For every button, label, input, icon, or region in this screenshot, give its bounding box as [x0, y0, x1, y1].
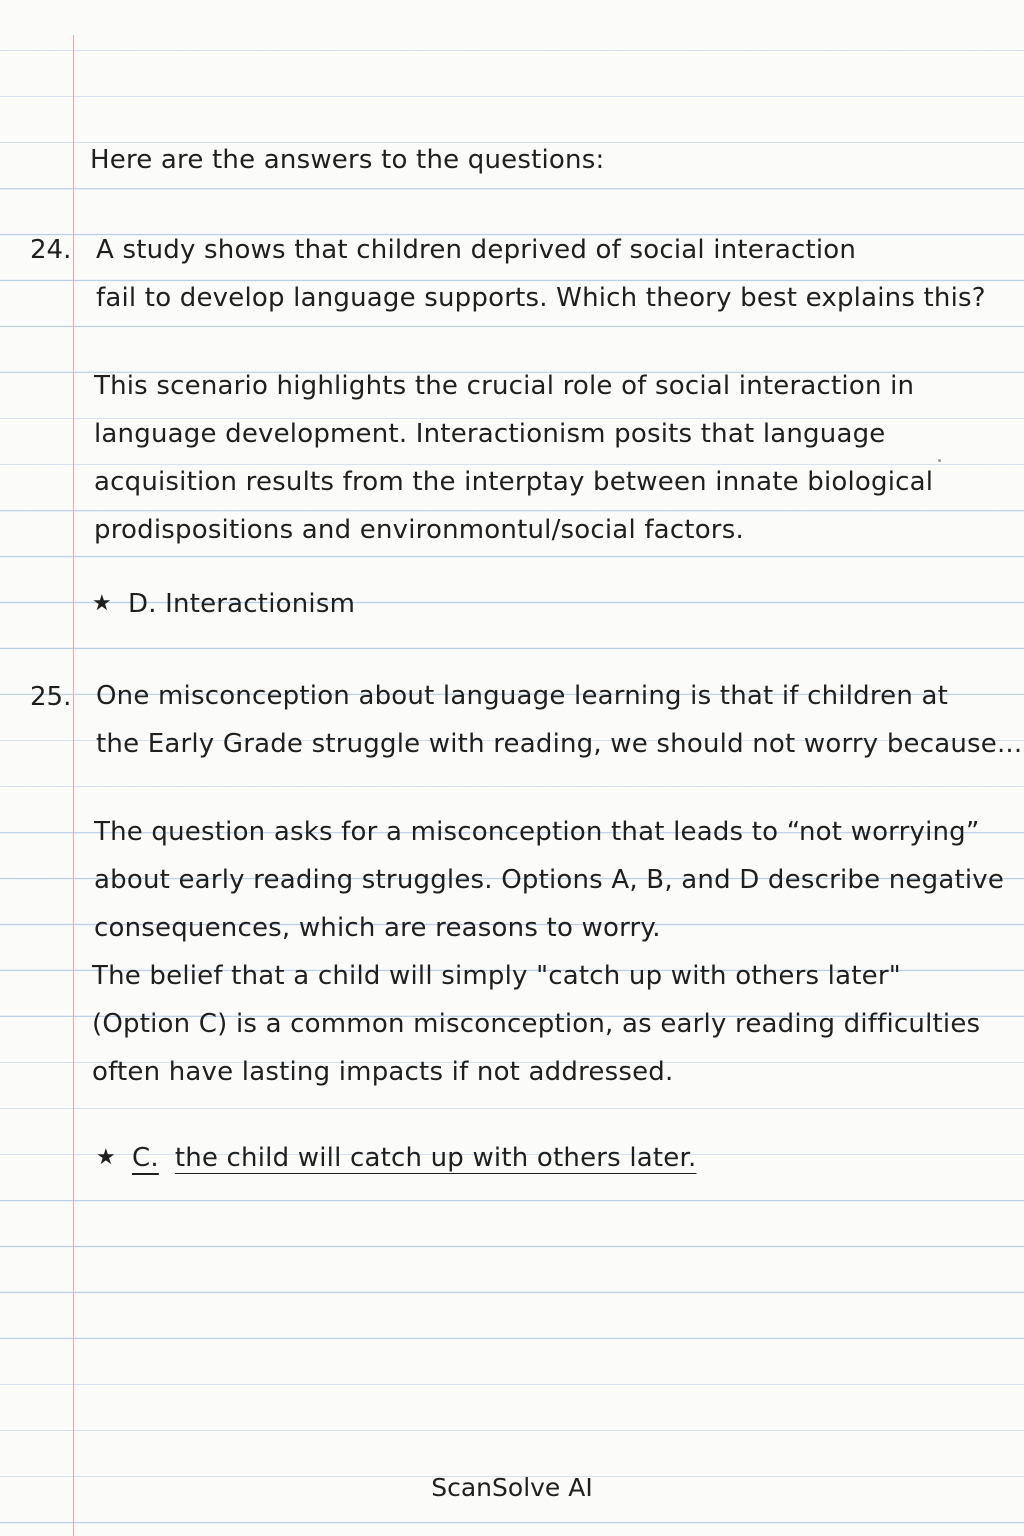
- explanation-24-line-2: language development. Interactionism posits that language: [94, 419, 886, 449]
- star-icon: ★: [96, 1145, 116, 1170]
- star-icon: ★: [92, 591, 112, 616]
- ink-speck: [938, 459, 941, 462]
- question-25: [96, 672, 1022, 768]
- answer-25: [96, 1134, 696, 1182]
- explanation-24-line-3: acquisition results from the interptay between innate biological: [94, 467, 934, 497]
- question-24-line-2: fail to develop language supports. Which theory best explains this?: [96, 283, 986, 313]
- question-25-line-2: the Early Grade struggle with reading, we should not worry because...: [96, 729, 1023, 759]
- explanation-24-line-1: This scenario highlights the crucial role of social interaction in: [94, 371, 915, 401]
- explanation-25-line-4: The belief that a child will simply "catch up with others later": [92, 961, 901, 991]
- explanation-25-continued: [92, 952, 980, 1096]
- intro-text: Here are the answers to the questions:: [90, 145, 605, 175]
- explanation-25-line-5: (Option C) is a common misconception, as early reading difficulties: [92, 1009, 981, 1039]
- question-24-line-1: A study shows that children deprived of social interaction: [96, 235, 857, 265]
- footer-brand: ScanSolve AI: [431, 1473, 593, 1502]
- explanation-25-line-2: about early reading struggles. Options A, B, and D describe negative: [94, 865, 1005, 895]
- margin-line: [73, 35, 74, 1536]
- explanation-25-line-3: consequences, which are reasons to worry.: [94, 913, 661, 943]
- question-25-line-1: One misconception about language learning is that if children at: [96, 681, 949, 711]
- answer-24-text: D. Interactionism: [128, 589, 356, 619]
- answer-25-text: the child will catch up with others later.: [174, 1143, 697, 1173]
- question-24: [96, 226, 986, 322]
- explanation-24: [94, 362, 933, 554]
- explanation-25-line-6: often have lasting impacts if not addressed.: [92, 1057, 674, 1087]
- question-number-25: 25.: [30, 682, 72, 712]
- answer-24: [92, 580, 355, 628]
- explanation-25-line-1: The question asks for a misconception that leads to “not worrying”: [94, 817, 980, 847]
- explanation-25: [94, 808, 1004, 952]
- question-number-24: 24.: [30, 235, 72, 265]
- explanation-24-line-4: prodispositions and environmontul/social factors.: [94, 515, 744, 545]
- answer-25-letter: C.: [132, 1143, 159, 1173]
